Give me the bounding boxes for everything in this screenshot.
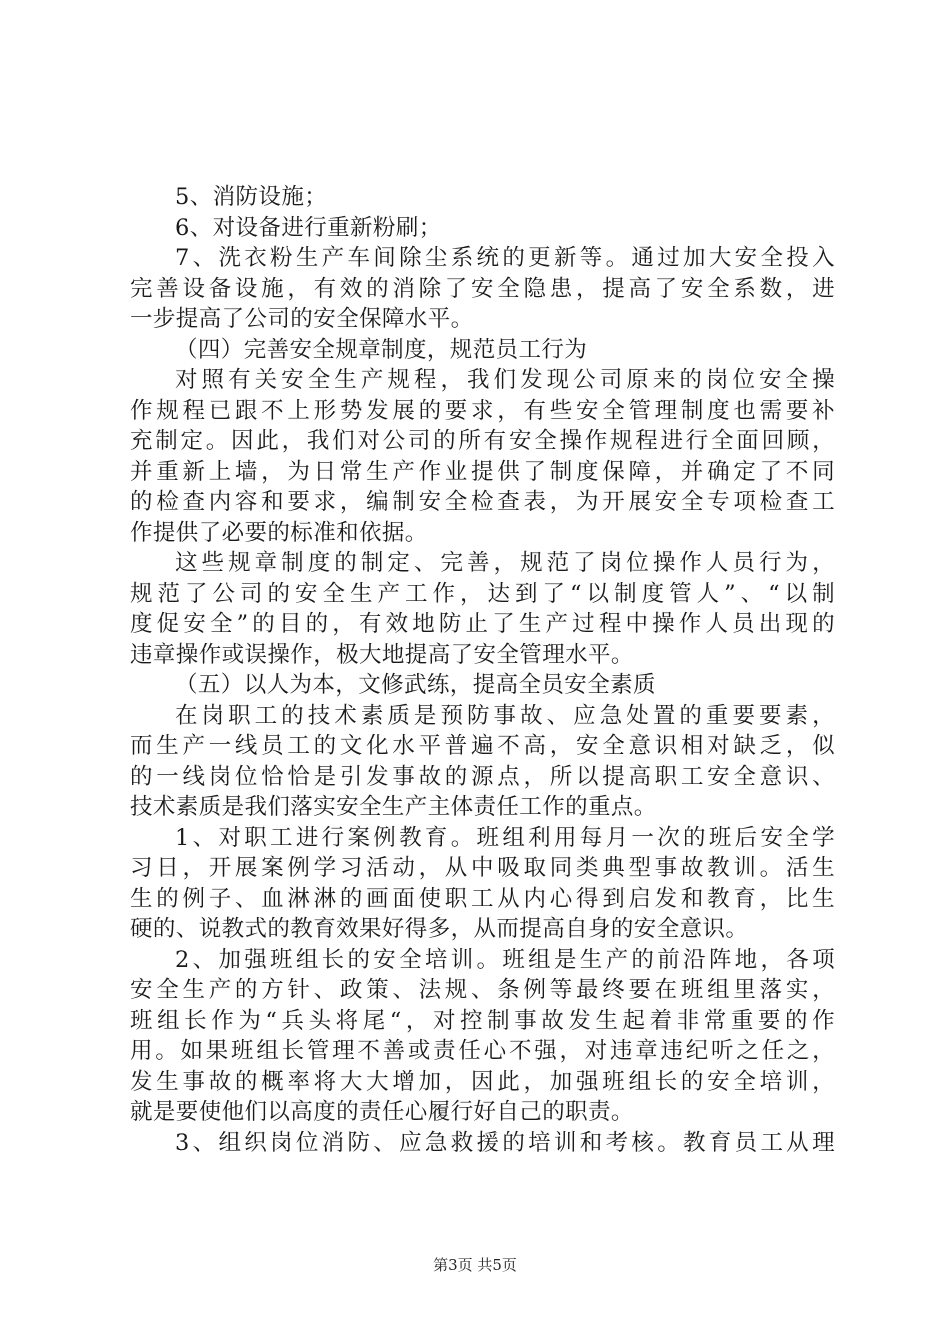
paragraph-line: 生的例子、血淋淋的画面使职工从内心得到启发和教育，比生 [130,885,835,912]
paragraph-line: 安全生产的方针、政策、法规、条例等最终要在班组里落实， [130,977,835,1003]
list-item-fire-facilities: 5、消防设施； [175,184,328,210]
list-item-repaint-equipment: 6、对设备进行重新粉刷； [175,214,442,241]
paragraph-line: 的一线岗位恰恰是引发事故的源点，所以提高职工安全意识、 [130,763,835,790]
paragraph-line: 技术素质是我们落实安全生产主体责任工作的重点。 [130,794,657,820]
section-heading-5: （五）以人为本，文修武练，提高全员安全素质 [175,672,656,698]
paragraph-line: 完善设备设施，有效的消除了安全隐患，提高了安全系数，进 [130,275,835,302]
list-item-fire-emergency-training: 3、组织岗位消防、应急救援的培训和考核。教育员工从理 [175,1129,835,1156]
paragraph-line: 作规程已跟不上形势发展的要求，有些安全管理制度也需要补 [130,397,835,424]
paragraph-line: 的检查内容和要求，编制安全检查表，为开展安全专项检查工 [130,489,835,515]
list-item-case-education: 1、对职工进行案例教育。班组利用每月一次的班后安全学 [175,824,835,851]
section-heading-4: （四）完善安全规章制度，规范员工行为 [175,336,588,363]
paragraph-line: 并重新上墙，为日常生产作业提供了制度保障，并确定了不同 [130,458,835,485]
paragraph-line: 充制定。因此，我们对公司的所有安全操作规程进行全面回顾， [130,428,835,454]
paragraph-line: 一步提高了公司的安全保障水平。 [130,306,474,332]
paragraph-line: 违章操作或误操作，极大地提高了安全管理水平。 [130,641,634,668]
paragraph-line: 硬的、说教式的教育效果好得多，从而提高自身的安全意识。 [130,916,749,942]
paragraph-line: 用。如果班组长管理不善或责任心不强，对违章违纪听之任之， [130,1038,835,1064]
paragraph-line: 而生产一线员工的文化水平普遍不高，安全意识相对缺乏，似 [130,733,835,759]
list-item-dust-removal: 7、洗衣粉生产车间除尘系统的更新等。通过加大安全投入 [175,245,835,271]
paragraph-line: 这些规章制度的制定、完善，规范了岗位操作人员行为， [175,550,835,576]
document-body [130,182,835,1158]
paragraph-line: 作提供了必要的标准和依据。 [130,519,428,546]
paragraph-line: 就是要使他们以高度的责任心履行好自己的职责。 [130,1099,634,1125]
paragraph-line: 班组长作为“兵头将尾“，对控制事故发生起着非常重要的作 [130,1007,835,1034]
paragraph-line: 在岗职工的技术素质是预防事故、应急处置的重要要素， [175,702,835,729]
paragraph-line: 发生事故的概率将大大增加，因此，加强班组长的安全培训， [130,1068,835,1095]
paragraph-line: 度促安全”的目的，有效地防止了生产过程中操作人员出现的 [130,611,835,637]
paragraph-line: 对照有关安全生产规程，我们发现公司原来的岗位安全操 [175,367,835,393]
paragraph-line: 规范了公司的安全生产工作，达到了“以制度管人”、“以制 [130,580,835,607]
paragraph-line: 习日，开展案例学习活动，从中吸取同类典型事故教训。活生 [130,855,835,881]
list-item-team-leader-training: 2、加强班组长的安全培训。班组是生产的前沿阵地，各项 [175,946,835,973]
page-number-footer: 第3页 共5页 [433,1256,517,1274]
